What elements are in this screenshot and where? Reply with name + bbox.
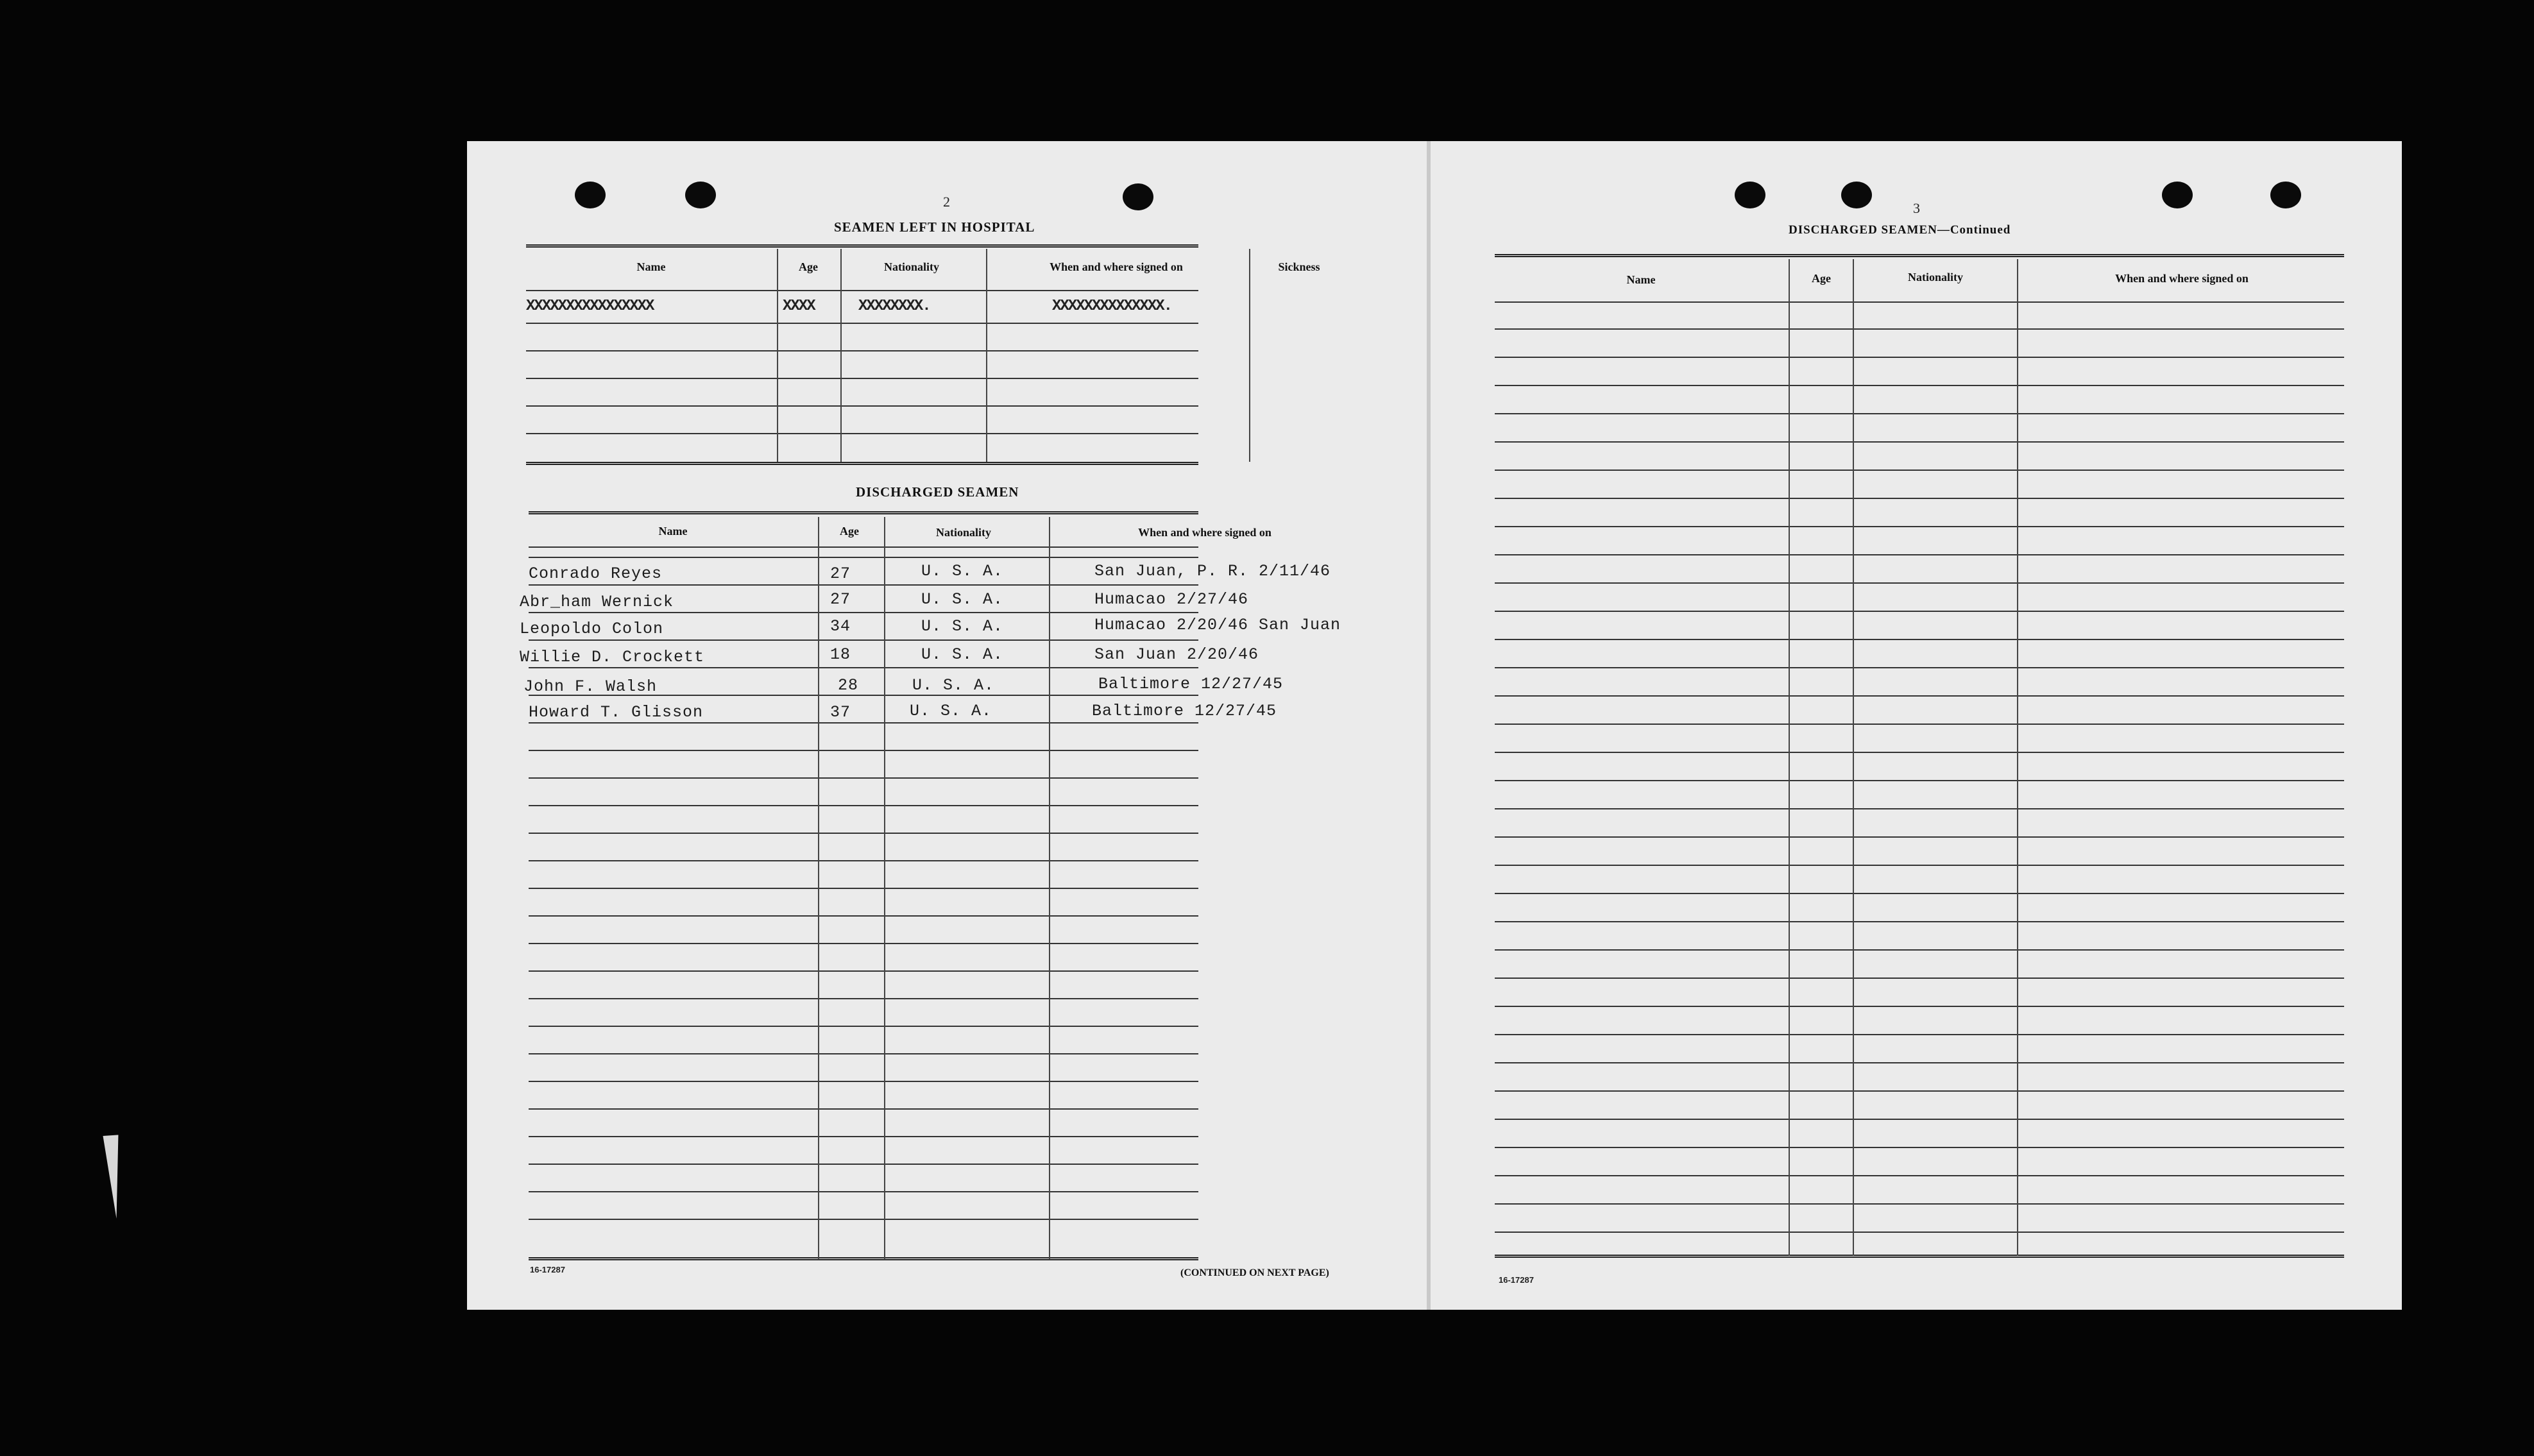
seaman-age: 37 [830, 703, 851, 722]
seaman-name: Leopoldo Colon [520, 620, 664, 638]
seaman-age: 27 [830, 590, 851, 609]
seaman-signed-on: Humacao 2/27/46 [1094, 590, 1249, 609]
punch-hole [2270, 182, 2301, 208]
column-rule [1789, 259, 1790, 1256]
column-rule [986, 249, 987, 462]
punch-hole [1735, 182, 1765, 208]
page-fold [1427, 141, 1431, 1310]
column-header-age: Age [1812, 272, 1831, 285]
row-rule [529, 1164, 1198, 1165]
row-rule [1495, 893, 2344, 894]
seaman-signed-on: San Juan, P. R. 2/11/46 [1094, 562, 1331, 580]
seaman-nationality: U. S. A. [921, 617, 1004, 636]
paper-scrap [103, 1135, 124, 1219]
punch-hole [685, 182, 716, 208]
row-rule [529, 546, 1198, 548]
seaman-name: Willie D. Crockett [520, 648, 705, 666]
punch-hole [575, 182, 606, 208]
row-rule [1495, 1119, 2344, 1120]
hospital-section-title: SEAMEN LEFT IN HOSPITAL [834, 219, 1035, 235]
row-rule [526, 290, 1198, 291]
table-bottom-rule [1495, 1255, 2344, 1258]
row-rule [1495, 328, 2344, 330]
row-rule [1495, 1232, 2344, 1233]
seaman-signed-on: San Juan 2/20/46 [1094, 645, 1259, 664]
row-rule [529, 1026, 1198, 1027]
row-rule [1495, 921, 2344, 922]
column-header-signed-on: When and where signed on [2115, 272, 2249, 285]
struck-name: XXXXXXXXXXXXXXXX [526, 298, 654, 315]
seaman-name: Conrado Reyes [529, 564, 663, 583]
column-rule [2017, 259, 2018, 1256]
column-header-nationality: Nationality [935, 526, 991, 539]
row-rule [529, 612, 1198, 613]
row-rule [529, 1219, 1198, 1220]
row-rule [529, 1108, 1198, 1110]
row-rule [1495, 695, 2344, 697]
row-rule [529, 667, 1198, 668]
row-rule [1495, 836, 2344, 838]
column-rule [884, 517, 885, 1260]
row-rule [529, 943, 1198, 944]
form-number: 16-17287 [530, 1265, 565, 1274]
seaman-age: 18 [830, 645, 851, 664]
struck-nationality: XXXXXXXX. [858, 298, 930, 315]
row-rule [529, 557, 1198, 558]
row-rule [1495, 752, 2344, 753]
seaman-nationality: U. S. A. [921, 562, 1004, 580]
row-rule [529, 998, 1198, 999]
column-rule [1049, 517, 1050, 1260]
seaman-nationality: U. S. A. [921, 645, 1004, 664]
crew-list-sheet [467, 141, 2402, 1310]
row-rule [529, 833, 1198, 834]
row-rule [1495, 949, 2344, 951]
column-rule [840, 249, 842, 462]
row-rule [1495, 1034, 2344, 1035]
row-rule [529, 888, 1198, 889]
row-rule [529, 584, 1198, 586]
column-rule [777, 249, 778, 462]
column-header-name: Name [1626, 273, 1656, 286]
row-rule [1495, 978, 2344, 979]
column-header-nationality: Nationality [883, 260, 939, 273]
row-rule [529, 860, 1198, 861]
row-rule [1495, 357, 2344, 358]
row-rule [529, 750, 1198, 751]
page-number: 3 [1913, 200, 1920, 216]
row-rule [526, 378, 1198, 379]
form-number: 16-17287 [1499, 1275, 1534, 1285]
row-rule [526, 323, 1198, 324]
row-rule [1495, 1090, 2344, 1092]
row-rule [1495, 667, 2344, 668]
punch-hole [1841, 182, 1872, 208]
row-rule [526, 405, 1198, 407]
column-header-nationality: Nationality [1907, 271, 1963, 284]
table-top-rule [1495, 254, 2344, 257]
row-rule [1495, 611, 2344, 612]
seaman-name: John F. Walsh [523, 677, 658, 696]
column-header-signed-on: When and where signed on [1138, 526, 1271, 539]
seaman-signed-on: Baltimore 12/27/45 [1092, 702, 1277, 720]
seaman-signed-on: Humacao 2/20/46 San Juan [1094, 616, 1341, 634]
row-rule [1495, 780, 2344, 781]
seaman-age: 34 [830, 617, 851, 636]
row-rule [529, 777, 1198, 779]
row-rule [526, 350, 1198, 351]
row-rule [1495, 301, 2344, 303]
punch-hole [2162, 182, 2193, 208]
row-rule [526, 433, 1198, 434]
row-rule [1495, 385, 2344, 386]
seaman-signed-on: Baltimore 12/27/45 [1098, 675, 1284, 693]
page-number: 2 [943, 194, 950, 210]
row-rule [529, 1136, 1198, 1137]
seaman-age: 27 [830, 564, 851, 583]
row-rule [1495, 526, 2344, 527]
struck-signed-on: XXXXXXXXXXXXXX. [1052, 298, 1172, 315]
row-rule [1495, 1062, 2344, 1063]
row-rule [529, 1053, 1198, 1054]
row-rule [1495, 413, 2344, 414]
row-rule [529, 639, 1198, 641]
row-rule [1495, 554, 2344, 555]
seaman-nationality: U. S. A. [912, 676, 995, 695]
row-rule [1495, 441, 2344, 443]
row-rule [1495, 470, 2344, 471]
column-header-name: Name [658, 525, 688, 538]
column-rule [1249, 249, 1250, 462]
row-rule [529, 1081, 1198, 1082]
struck-age: XXXX [783, 298, 815, 315]
row-rule [1495, 639, 2344, 640]
table-bottom-rule [526, 462, 1198, 465]
row-rule [529, 970, 1198, 972]
row-rule [529, 915, 1198, 917]
column-header-signed-on: When and where signed on [1050, 260, 1183, 273]
table-top-rule [526, 244, 1198, 248]
seaman-age: 28 [838, 676, 859, 695]
seaman-name: Howard T. Glisson [529, 703, 704, 722]
row-rule [1495, 1147, 2344, 1148]
seaman-nationality: U. S. A. [921, 590, 1004, 609]
column-header-name: Name [636, 260, 666, 273]
column-header-sickness: Sickness [1278, 260, 1320, 273]
table-top-rule [529, 511, 1198, 514]
continued-note: (CONTINUED ON NEXT PAGE) [1180, 1267, 1329, 1278]
row-rule [529, 722, 1198, 724]
discharged-section-title: DISCHARGED SEAMEN [856, 484, 1019, 500]
row-rule [1495, 1006, 2344, 1007]
seaman-name: Abr_ham Wernick [520, 593, 674, 611]
row-rule [1495, 808, 2344, 809]
row-rule [529, 805, 1198, 806]
row-rule [529, 1191, 1198, 1192]
column-rule [818, 517, 819, 1260]
continued-section-title: DISCHARGED SEAMEN—Continued [1789, 223, 2011, 237]
column-header-age: Age [799, 260, 818, 273]
table-bottom-rule [529, 1257, 1198, 1260]
row-rule [1495, 582, 2344, 584]
seaman-nationality: U. S. A. [910, 702, 992, 720]
row-rule [1495, 724, 2344, 725]
row-rule [1495, 865, 2344, 866]
row-rule [1495, 1175, 2344, 1176]
row-rule [1495, 1203, 2344, 1205]
punch-hole [1123, 183, 1153, 210]
row-rule [1495, 498, 2344, 499]
column-header-age: Age [840, 525, 859, 538]
column-rule [1853, 259, 1854, 1256]
